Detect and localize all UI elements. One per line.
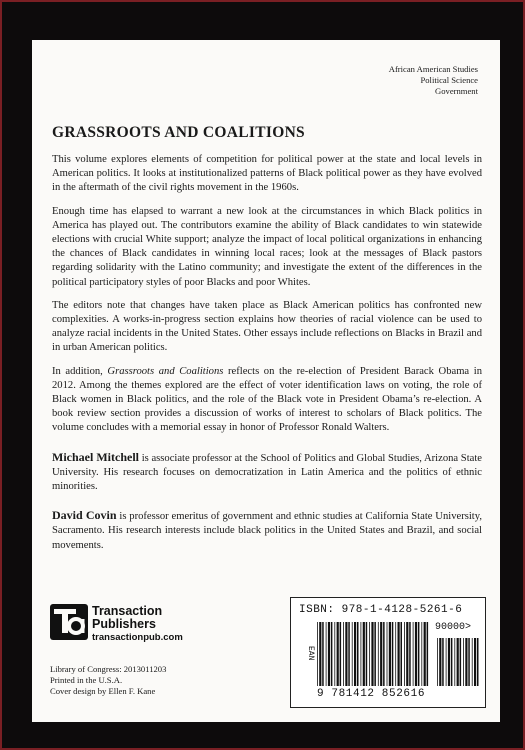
back-cover-page — [32, 40, 500, 722]
price-addon-digits: 90000> — [435, 622, 472, 633]
book-title: GRASSROOTS AND COALITIONS — [52, 124, 305, 141]
description-body — [52, 153, 482, 562]
author-name: David Covin — [52, 508, 117, 523]
price-addon-barcode — [437, 638, 481, 686]
description-paragraph: The editors note that changes have taken place as Black American politics has confronted new complexities. A works-in-progress section explains how theories of racial violence can be used to analyze racial incidents in the United States. Other essays include reflections on Blacks in Brazil and in urban American politics. — [52, 299, 482, 354]
colophon — [50, 664, 166, 697]
book-title-italic: Grassroots and Coalitions — [107, 365, 224, 377]
author-name: Michael Mitchell — [52, 449, 140, 464]
ean-label: EAN — [306, 646, 315, 661]
ean-barcode — [317, 622, 429, 686]
publisher-block — [50, 604, 250, 664]
publisher-name-line: Transaction — [92, 604, 163, 618]
author-bio — [52, 508, 482, 553]
library-of-congress: Library of Congress: 2013011203 — [50, 664, 167, 674]
publisher-name-line: Publishers — [92, 617, 156, 631]
author-bio — [52, 450, 482, 495]
printed-in: Printed in the U.S.A. — [50, 675, 123, 685]
isbn-text: ISBN: 978-1-4128-5261-6 — [299, 604, 463, 616]
subject-item: Government — [435, 86, 478, 96]
cover-design-credit: Cover design by Ellen F. Kane — [50, 686, 156, 696]
paragraph-lead: In addition, — [52, 365, 108, 377]
description-paragraph — [52, 365, 482, 436]
subject-item: Political Science — [420, 75, 478, 85]
description-paragraph: Enough time has elapsed to warrant a new look at the circumstances in which Black politics in America has played out. The contributors examine the ability of Black candidates to win statewide elections with crucial White support; analyze the impact of local political organizations in enhancing the chances of Black candidates in winning local races; look at the messages of Black pastors regarding solidarity with the Latino community; and investigate the extent of the differences in the political participatory styles of poor Blacks and poor Whites. — [52, 205, 482, 288]
ean-digits: 9 781412 852616 — [317, 688, 426, 700]
publisher-url: transactionpub.com — [92, 632, 183, 643]
barcode-panel — [290, 597, 486, 708]
description-paragraph: This volume explores elements of competition for political power at the state and local levels in American politics. It looks at institutionalized patterns of Black political power as they have evolved in the aftermath of the civil rights movement in the 1960s. — [52, 154, 482, 194]
author-bio-text: is professor emeritus of government and ethnic studies at California State University, Sacramento. His research interests include black politics in the United States and Brazil, and social movements. — [52, 511, 482, 551]
paragraph-rest: reflects on the re-election of President Barack Obama in 2012. Among the themes explored are the effect of voter identification laws on voting, the role of Black women in Black politics, and the role of the Black vote in President Obama’s re-election. A book review section provides a discussion of works of interest to scholars of Black politics. The volume concludes with a memorial essay in honor of Professor Ronald Walters. — [52, 365, 482, 434]
publisher-name — [92, 605, 162, 631]
publisher-logo-icon — [50, 604, 88, 640]
author-bio-text: is associate professor at the School of Politics and Global Studies, Arizona State University. His research focuses on democratization in Latin America and the politics of ethnic minorities. — [52, 452, 482, 493]
subject-categories — [389, 64, 478, 97]
subject-item: African American Studies — [388, 64, 478, 74]
